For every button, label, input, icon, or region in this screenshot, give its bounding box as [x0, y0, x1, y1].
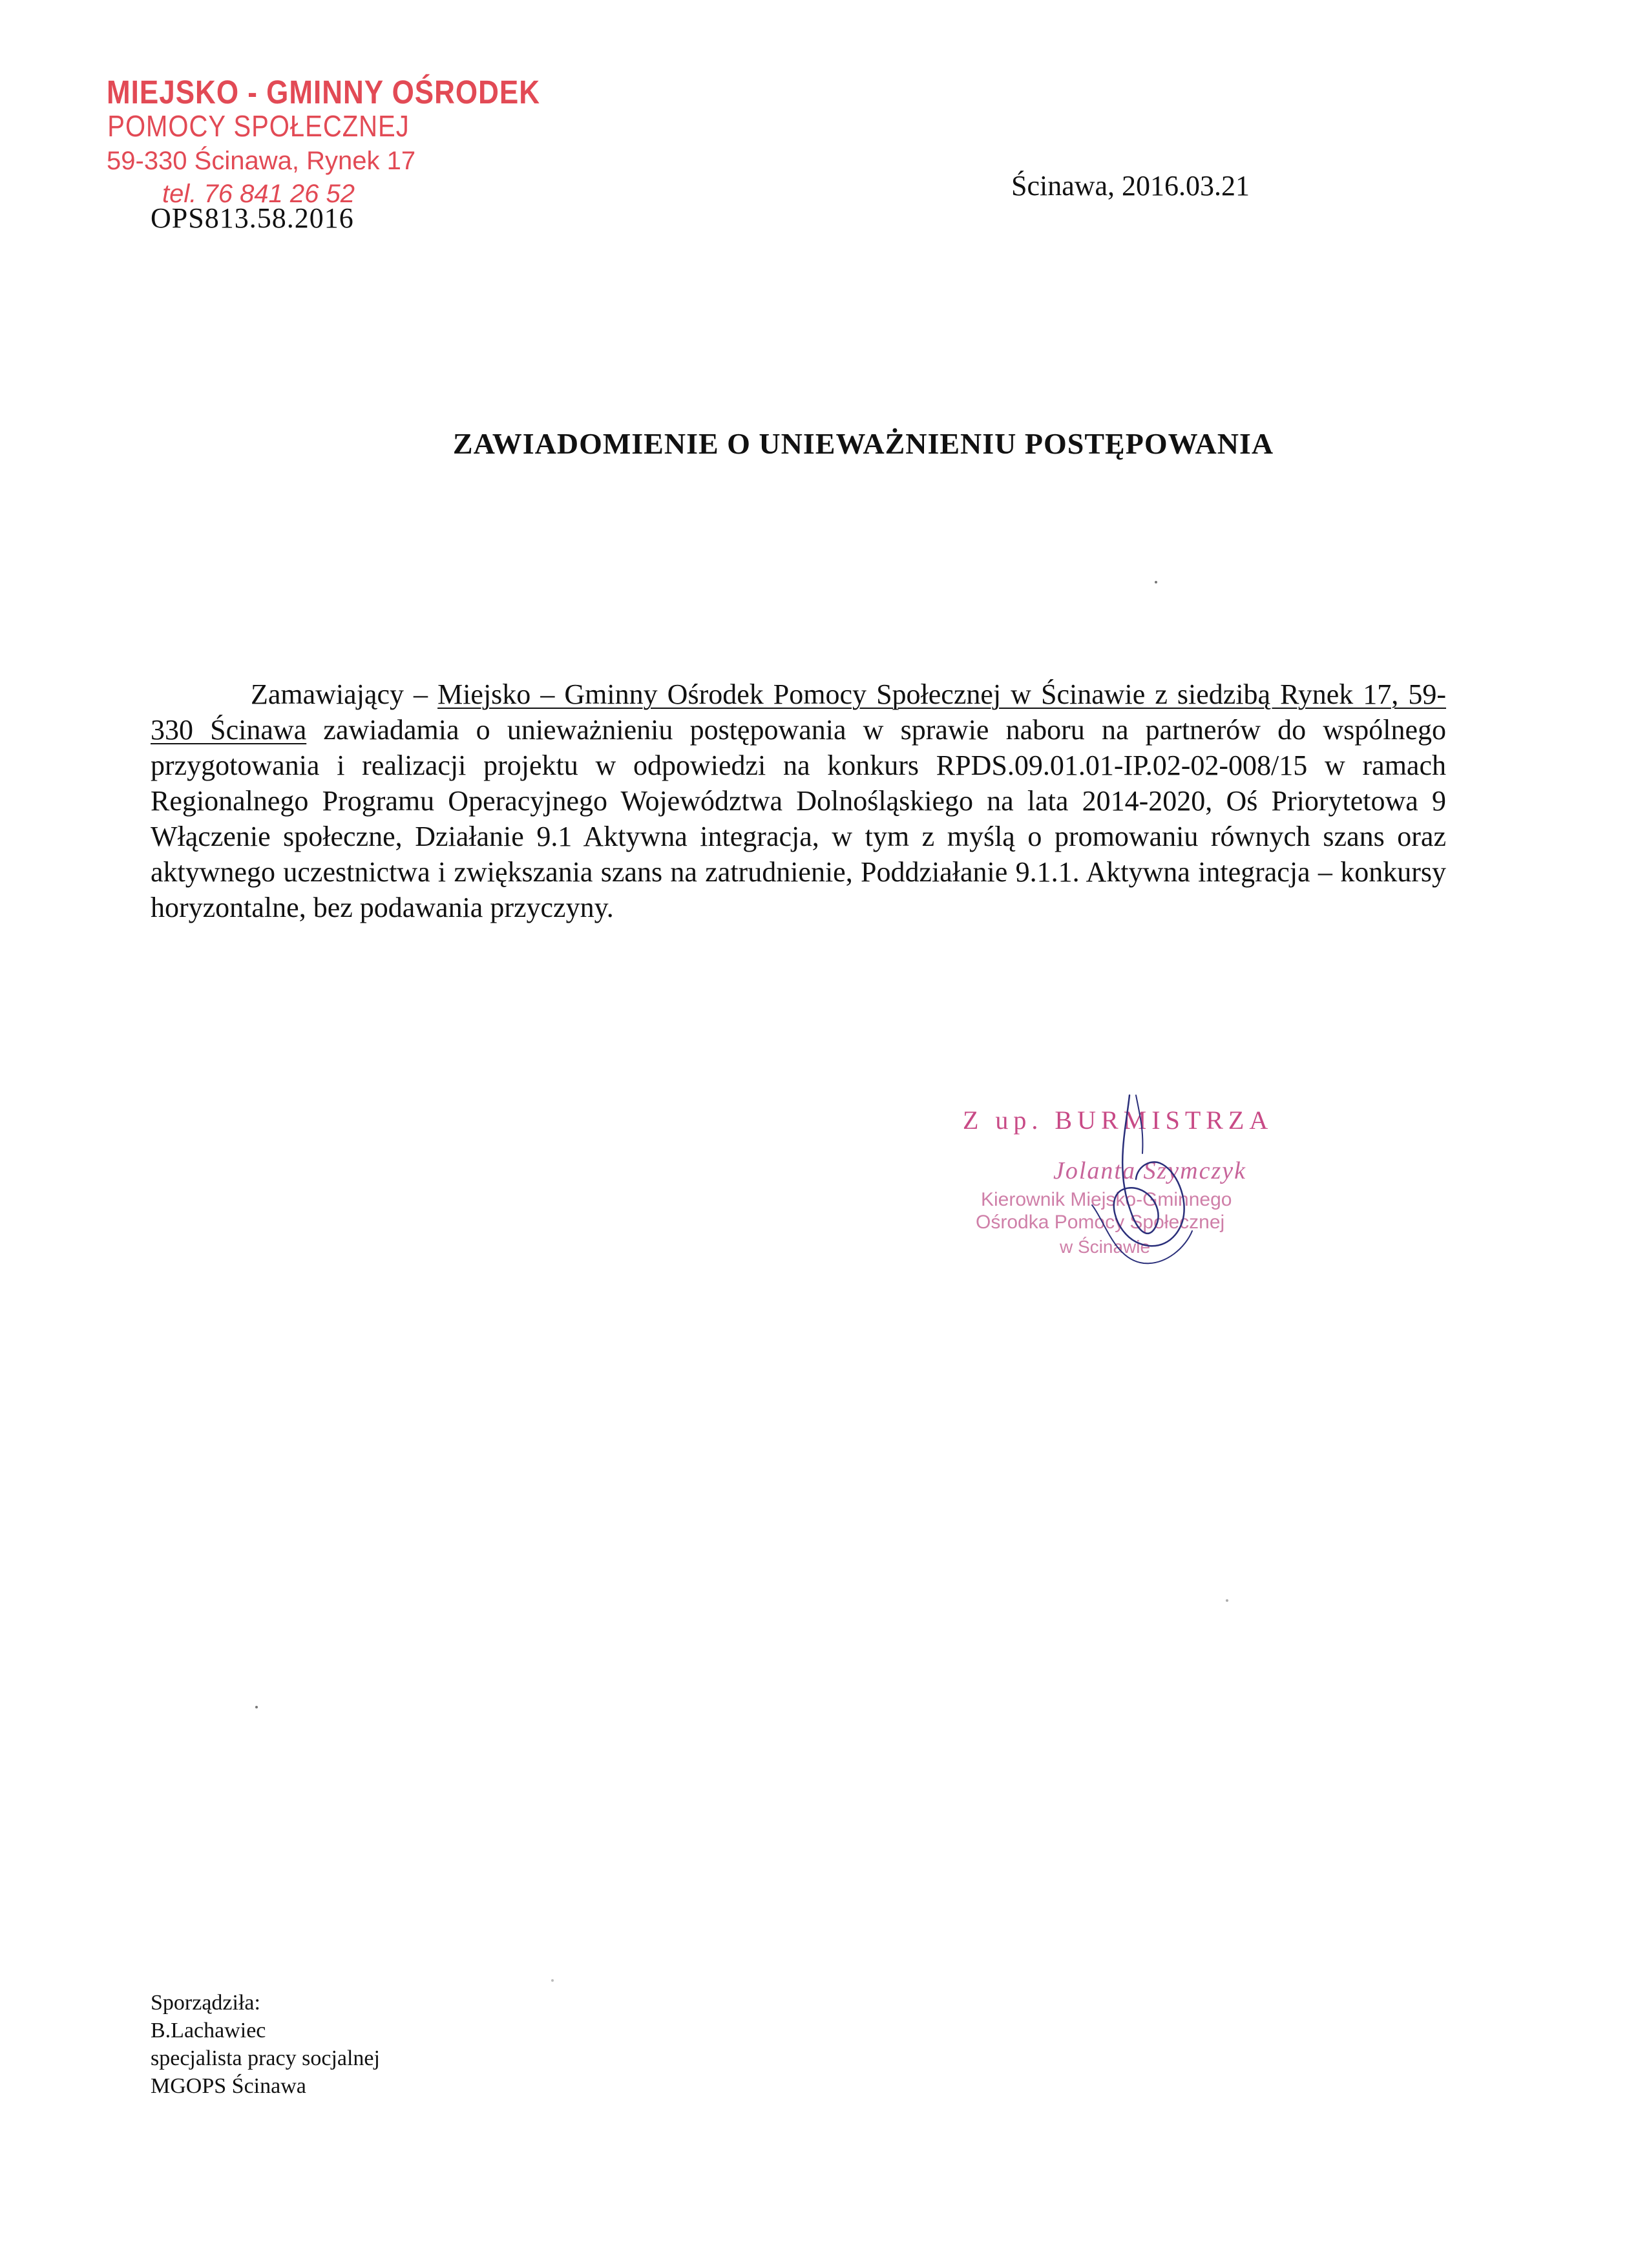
signature-on-behalf: Z up. BURMISTRZA: [963, 1106, 1274, 1135]
reference-number: OPS813.58.2016: [151, 202, 354, 234]
sender-stamp-line-2: POMOCY SPOŁECZNEJ: [107, 110, 410, 143]
handwritten-signature: [1053, 1092, 1221, 1266]
signatory-name: Jolanta Szymczyk: [1053, 1157, 1246, 1184]
prepared-by: [151, 1989, 380, 2100]
scan-speck: [1226, 1599, 1228, 1602]
contracting-party: Miejsko – Gminny Ośrodek Pomocy Społecznej w Ścinawie z siedzibą Rynek 17, 59-330 Ścinawa: [151, 678, 1446, 746]
signatory-role-line-3: w Ścinawie: [1060, 1237, 1151, 1257]
body-text: zawiadamia o unieważnieniu postępowania w sprawie naboru na partnerów do wspólnego przygotowania i realizacji projektu w odpowiedzi na konkurs RPDS.09.01.01-IP.02-02-008/15 w ramach Regionalnego Programu Operacyjnego Województwa Dolnośląskiego na lata 2014-2020, Oś Priorytetowa 9 Włączenie społeczne, Działanie 9.1 Aktywna integracja, w tym z myślą o promowaniu równych szans oraz aktywnego uczestnictwa i zwiększania szans na zatrudnienie, Poddziałanie 9.1.1. Aktywna integracja – konkursy horyzontalne, bez podawania przyczyny.: [151, 714, 1447, 923]
body-lead: Zamawiający –: [251, 678, 438, 710]
sender-stamp-line-1: MIEJSKO - GMINNY OŚRODEK: [107, 74, 541, 111]
document-title: ZAWIADOMIENIE O UNIEWAŻNIENIU POSTĘPOWANIA: [452, 427, 1274, 460]
place-and-date: Ścinawa, 2016.03.21: [1011, 170, 1250, 202]
prepared-by-organization: MGOPS Ścinawa: [151, 2074, 306, 2098]
prepared-by-position: specjalista pracy socjalnej: [151, 2046, 380, 2070]
scan-speck: [551, 1979, 554, 1982]
prepared-by-label: Sporządziła:: [151, 1991, 260, 2015]
scan-speck: [1155, 581, 1157, 583]
signature-stamp: [956, 1092, 1318, 1279]
signatory-role-line-1: Kierownik Miejsko-Gminnego: [981, 1189, 1232, 1210]
body-paragraph: [151, 677, 1446, 925]
scan-speck: [255, 1706, 258, 1708]
sender-stamp: [107, 74, 541, 209]
sender-stamp-phone: tel. 76 841 26 52: [162, 180, 355, 208]
signatory-role-line-2: Ośrodka Pomocy Społecznej: [976, 1212, 1225, 1233]
prepared-by-name: B.Lachawiec: [151, 2019, 266, 2042]
sender-stamp-address: 59-330 Ścinawa, Rynek 17: [107, 147, 416, 175]
